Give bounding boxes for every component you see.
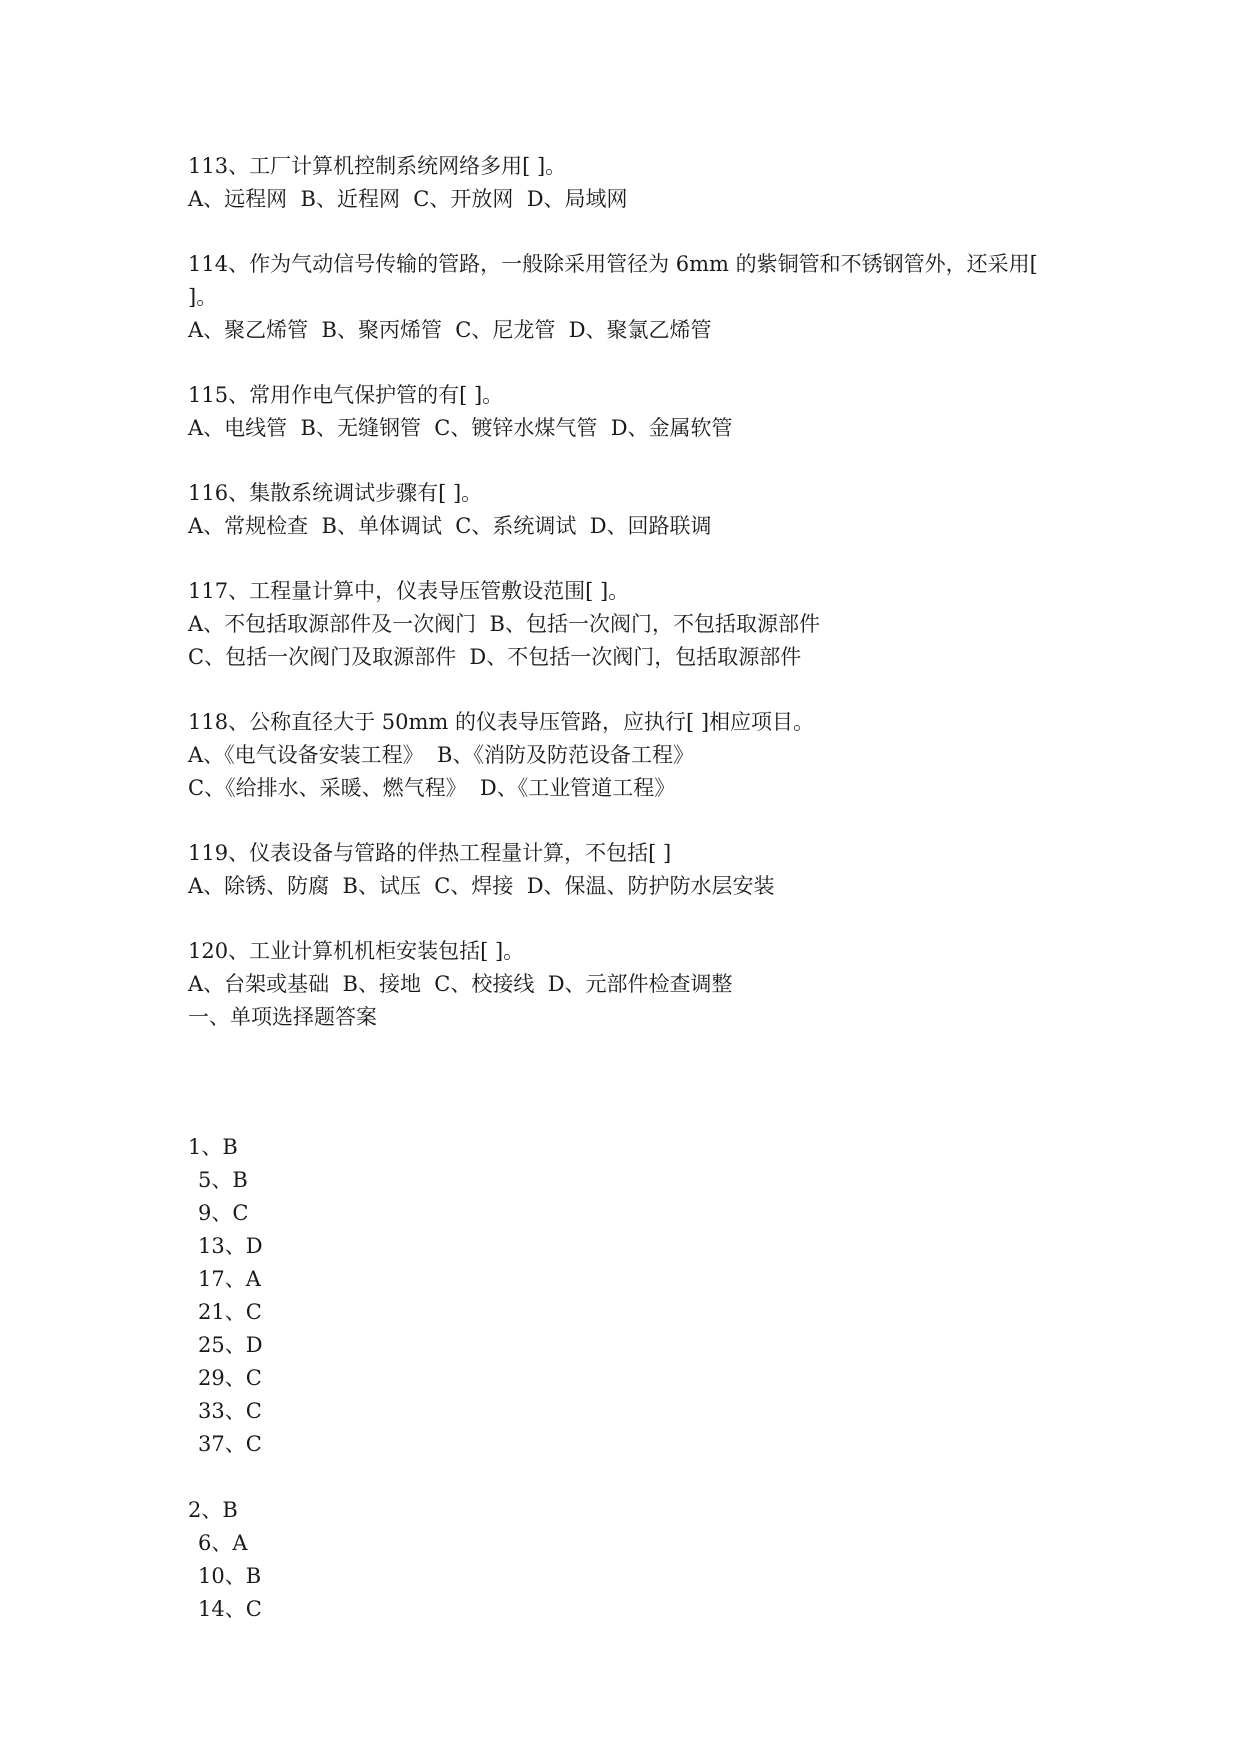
question-options: A、常规检查 B、单体调试 C、系统调试 D、回路联调 [188, 514, 712, 538]
question-options: A、《电气设备安装工程》 B、《消防及防范设备工程》 [188, 743, 694, 767]
question-stem: 119、仪表设备与管路的伴热工程量计算，不包括[ ] [188, 841, 672, 865]
question-119 [188, 837, 1068, 903]
answer-item: 10、B [198, 1564, 262, 1588]
question-117 [188, 575, 1068, 674]
question-options: A、电线管 B、无缝钢管 C、镀锌水煤气管 D、金属软管 [188, 416, 733, 440]
question-options: A、聚乙烯管 B、聚丙烯管 C、尼龙管 D、聚氯乙烯管 [188, 318, 712, 342]
answer-item: 37、C [198, 1432, 262, 1456]
answer-item: 33、C [198, 1399, 262, 1423]
answer-item: 21、C [198, 1300, 262, 1324]
question-113 [188, 150, 1068, 216]
answer-item: 29、C [198, 1366, 262, 1390]
question-120 [188, 935, 1068, 1001]
answer-item: 5、B [198, 1168, 248, 1192]
question-stem: 115、常用作电气保护管的有[ ]。 [188, 383, 504, 407]
answer-group-2 [188, 1494, 1068, 1626]
question-114 [188, 248, 1068, 347]
document-content [188, 150, 1068, 1626]
answer-item: 13、D [198, 1234, 263, 1258]
question-options: A、远程网 B、近程网 C、开放网 D、局域网 [188, 187, 628, 211]
answers-heading: 一、单项选择题答案 [188, 1005, 377, 1029]
question-stem: 113、工厂计算机控制系统网络多用[ ]。 [188, 154, 567, 178]
question-stem: 114、作为气动信号传输的管路，一般除采用管径为 6mm 的紫铜管和不锈钢管外，还采用[ ]。 [188, 252, 1038, 309]
question-options: A、除锈、防腐 B、试压 C、焊接 D、保温、防护防水层安装 [188, 874, 775, 898]
answer-item: 14、C [198, 1597, 262, 1621]
answer-item: 2、B [188, 1498, 238, 1522]
question-options: A、台架或基础 B、接地 C、校接线 D、元部件检查调整 [188, 972, 733, 996]
answer-item: 6、A [198, 1531, 248, 1555]
answer-group-1 [188, 1131, 1068, 1461]
question-118 [188, 706, 1068, 805]
answer-item: 17、A [198, 1267, 261, 1291]
answer-item: 9、C [198, 1201, 249, 1225]
question-stem: 117、工程量计算中，仪表导压管敷设范围[ ]。 [188, 579, 630, 603]
question-stem: 116、集散系统调试步骤有[ ]。 [188, 481, 483, 505]
question-options: C、包括一次阀门及取源部件 D、不包括一次阀门，包括取源部件 [188, 645, 802, 669]
question-stem: 118、公称直径大于 50mm 的仪表导压管路，应执行[ ]相应项目。 [188, 710, 815, 734]
answer-item: 25、D [198, 1333, 263, 1357]
question-stem: 120、工业计算机机柜安装包括[ ]。 [188, 939, 525, 963]
question-115 [188, 379, 1068, 445]
answer-item: 1、B [188, 1135, 238, 1159]
question-options: C、《给排水、采暖、燃气程》 D、《工业管道工程》 [188, 776, 676, 800]
question-116 [188, 477, 1068, 543]
question-options: A、不包括取源部件及一次阀门 B、包括一次阀门，不包括取源部件 [188, 612, 820, 636]
